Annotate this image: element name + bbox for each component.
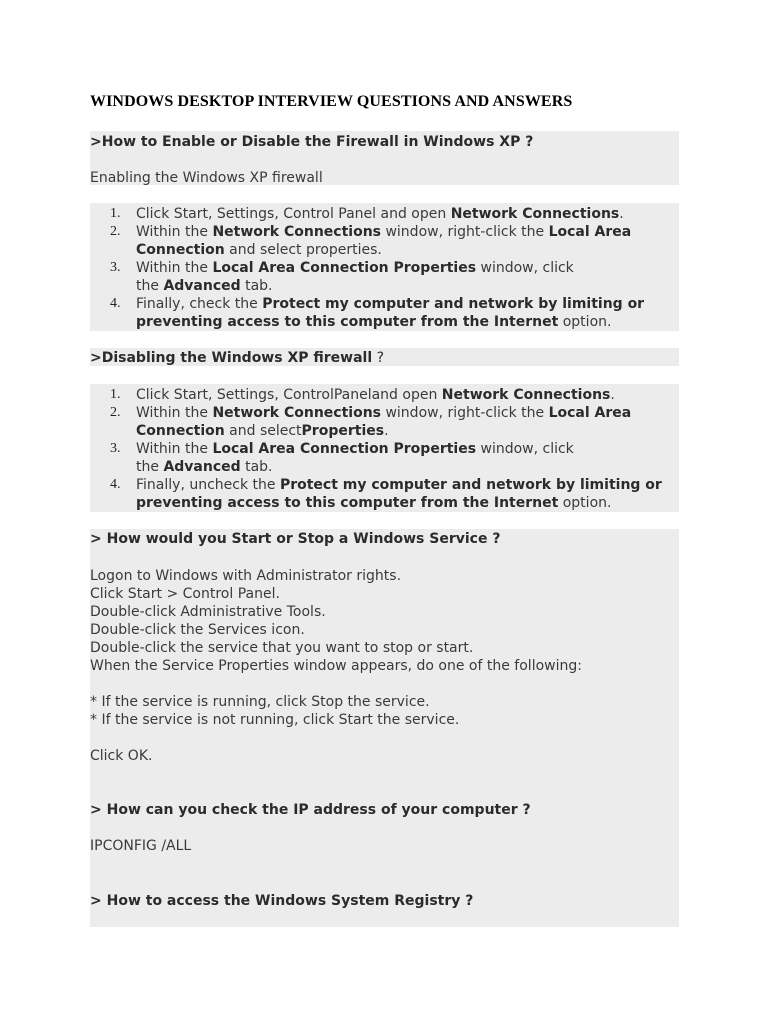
section-3-line: Click OK.: [90, 748, 153, 764]
section-3-line: * If the service is not running, click Start the service.: [90, 712, 460, 728]
section-3-line: Double-click Administrative Tools.: [90, 604, 326, 620]
section-1-intro: Enabling the Windows XP firewall: [90, 170, 323, 186]
section-3-question: > How would you Start or Stop a Windows Service ?: [90, 531, 501, 547]
section-3-line: Click Start > Control Panel.: [90, 586, 280, 602]
section-4-question: > How can you check the IP address of your computer ?: [90, 802, 531, 818]
section-3-line: Logon to Windows with Administrator rights.: [90, 568, 402, 584]
section-5-question: > How to access the Windows System Registry ?: [90, 893, 474, 909]
section-3-line: * If the service is running, click Stop the service.: [90, 694, 430, 710]
section-3-line: Double-click the service that you want to stop or start.: [90, 640, 474, 656]
section-2-question: >Disabling the Windows XP firewall ?: [90, 350, 385, 366]
section-3-line: Double-click the Services icon.: [90, 622, 305, 638]
document-title: WINDOWS DESKTOP INTERVIEW QUESTIONS AND ANSWERS: [90, 93, 573, 110]
section-3-line: When the Service Properties window appears, do one of the following:: [90, 658, 582, 674]
section-4-answer: IPCONFIG /ALL: [90, 838, 192, 854]
section-1-question: >How to Enable or Disable the Firewall in Windows XP ?: [90, 134, 534, 150]
